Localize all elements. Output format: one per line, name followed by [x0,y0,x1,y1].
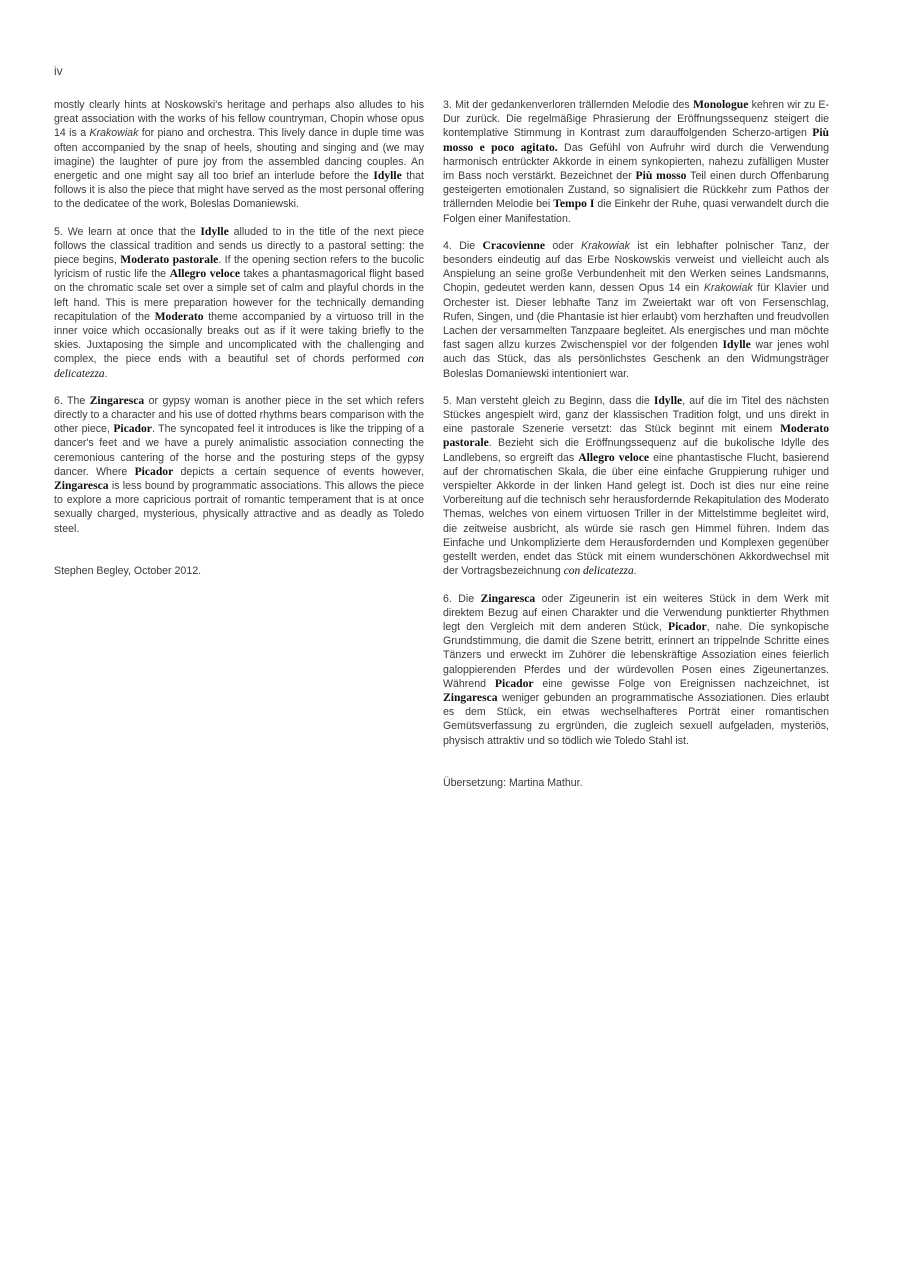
translator-credit: Übersetzung: Martina Mathur. [443,776,583,789]
paragraph-4-continued: mostly clearly hints at Noskowski's heritage and perhaps also alludes to his great association with the works of his fellow countryman, Chopin whose opus 14 is a Krakowiak for piano and orchestra. This lively dance in duple time was often accompanied by the snap of heels, shouting and singing and (we may imagine) the laughter of pure joy from the assembled dancing couples. An energetic and one might say all too brief an interlude before the Idylle that follows it is also the piece that might have served as the most personal offering to the dedicatee of the work, Boleslas Domaniewski. [54,99,424,211]
absatz-4: 4. Die Cracovienne oder Krakowiak ist ein lebhafter polnischer Tanz, der besonders eindeutig auf das Erbe Noskowskis verweist und vielleicht auch als Anspielung an seine große Verbundenheit mit den Werken seines Landsmanns, Chopin, gedeutet werden kann, dessen Opus 14 ein Krakowiak für Klavier und Orchester ist. Dieser lebhafte Tanz im Zweiertakt war oft von Fersenschlag, Rufen, Singen, und (die Phantasie ist hier erlaubt) vom herzhaften und freudvollen Lachen der versammelten Tanzpaare begleitet. Als energisches und man möchte fast sagen allzu kurzes Zwischenspiel vor der folgenden Idylle war jenes wohl auch das Stück, das als persönlichstes Geschenk an den Widmungsträger Boleslas Domaniewski intentioniert war. [443,238,830,380]
paragraph-6: 6. The Zingaresca or gypsy woman is another piece in the set which refers directly to a character and his use of dotted rhythms bears comparison with the other piece, Picador. The syncopated feel it introduces is like the tripping of a dancer's feet and we have a purely animalistic association connecting the ceremonious cantering of the horse and the posturing steps of the gypsy dancer. Where Picador depicts a certain sequence of events however, Zingaresca is less bound by programmatic associations. This allows the piece to explore a more capricious portrait of romantic temperament that is at once sexually charged, mysterious, physically attractive and as deadly as Toledo steel. [54,393,425,535]
english-column [54,98,424,591]
german-column [443,98,829,803]
paragraph-5: 5. We learn at once that the Idylle alluded to in the title of the next piece follows the classical tradition and sends us directly to a pastoral setting: the piece begins, Moderato pastorale. If the opening section refers to the bucolic lyricism of rustic life the Allegro veloce takes a phantasmagorical flight based on the chromatic scale set over a simple set of calm and playful chords in the left hand. This is mere preparation however for the technically demanding recapitulation of the Moderato theme accompanied by a virtuoso trill in the inner voice which occasionally breaks out as if it were taking briefly to the skies. Juxtaposing the simple and uncomplicated with the challenging and complex, the piece ends with a beautiful set of chords performed con delicatezza. [54,224,425,380]
page-number: iv [54,64,63,78]
author-signature: Stephen Begley, October 2012. [54,564,202,577]
absatz-5: 5. Man versteht gleich zu Beginn, dass die Idylle, auf die im Titel des nächsten Stückes angespielt wird, ganz der klassischen Tradition folgt, und uns direkt in eine pastorale Szenerie versetzt: das Stück beginnt mit einem Moderato pastorale. Bezieht sich die Eröffnungssequenz auf die bukolische Idylle des Landlebens, so ergreift das Allegro veloce eine phantastische Flucht, basierend auf der chromatischen Skala, die über eine einfache Gruppierung ruhiger und verspielter Akkorde in der linken Hand gelegt ist. Doch ist dies nur eine reine Vorbereitung auf die technisch sehr herausfordernde Rekapitulation des Moderato Themas, welches von einem virtuosen Triller in der Mittelstimme begleitet wird, die zeitweise ausbricht, als würde sie rasch gen Himmel führen. Indem das Einfache und Unkomplizierte dem Herausfordernden und Komplexen gegenüber gestellt werden, endet das Stück mit einem wunderschönen Akkordwechsel mit der Vortragsbezeichnung con delicatezza. [443,393,829,578]
absatz-6: 6. Die Zingaresca oder Zigeunerin ist ein weiteres Stück in dem Werk mit direktem Bezug auf einen Charakter und die Verwendung punktierter Rhythmen legt den Vergleich mit dem anderen Stück, Picador, nahe. Die synkopische Grundstimmung, die damit die Szene betritt, erinnert an trippelnde Schritte eines Tänzers und erweckt im Zuhörer die lebenskräftige Assoziation eines feierlich galoppierenden Pferdes und der würdevollen Posen eines Zigeunertanzes. Während Picador eine gewisse Folge von Ereignissen nachzeichnet, ist Zingaresca weniger gebunden an programmatische Assoziationen. Dies erlaubt es dem Stück, ein etwas wechselhafteres Porträt einer romantischen Gemütsverfassung zu ergründen, die zugleich sexuell aufgeladen, mysteriös, physisch attraktiv und so tödlich wie Toledo Stahl ist. [443,591,829,747]
absatz-3: 3. Mit der gedankenverloren trällernden Melodie des Monologue kehren wir zu E-Dur zurück. Die regelmäßige Phrasierung der Eröffnungssequenz steigert die kontemplative Stimmung in Kontrast zum darauffolgenden Scherzo-artigen Più mosso e poco agitato. Das Gefühl von Aufruhr wird durch die Verwendung harmonisch entrückter Akkorde in einem synkopierten, nahezu zufälligen Muster im Bass noch verstärkt. Bezeichnet der Più mosso Teil einen durch Offenbarung gesteigerten emotionalen Zustand, so signalisiert die Rückkehr zum Pathos der trällernden Melodie bei Tempo I die Einkehr der Ruhe, quasi verwandelt durch die Folgen einer Manifestation. [443,98,830,225]
